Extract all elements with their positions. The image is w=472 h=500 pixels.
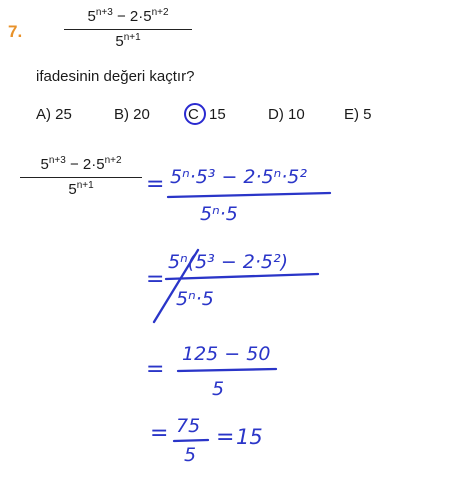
option-value: 10 — [288, 106, 305, 123]
hw-fraction-bar-2 — [166, 274, 318, 279]
numerator-exponent-1: n+3 — [95, 7, 113, 18]
hw-step1-denominator: 5ⁿ·5 — [200, 203, 238, 225]
option-letter-circled: C — [188, 106, 203, 123]
hw-fraction-bar-4 — [174, 440, 208, 441]
hw-equals-1: = — [146, 172, 165, 197]
hw-step4-denominator: 5 — [184, 444, 197, 466]
hw-step2-numerator: 5ⁿ(5³ − 2·5²) — [168, 251, 289, 273]
hw-equals-4: = — [150, 421, 169, 446]
hw-fraction-bar-3 — [178, 369, 276, 371]
option-value: 15 — [209, 106, 226, 123]
option-letter: E) — [344, 106, 359, 123]
hw-step4-numerator: 75 — [176, 415, 201, 437]
question-prompt: ifadesinin değeri kaçtır? — [36, 68, 195, 85]
numerator-middle: − 2·5 — [112, 8, 152, 25]
solution-denominator: $5^{n+1}$ — [68, 180, 94, 198]
solution-numerator: $5^{n+3} - 2\cdot 5^{n+2}$ — [40, 155, 122, 173]
option-letter: D) — [268, 106, 284, 123]
option-value: 20 — [133, 106, 150, 123]
option-value: 25 — [55, 106, 72, 123]
hw-step3-numerator: 125 − 50 — [182, 343, 271, 365]
denominator-exponent: n+1 — [123, 32, 141, 43]
denominator-base: 5 — [115, 33, 124, 50]
hw-step3-denominator: 5 — [212, 378, 225, 400]
hw-result: 15 — [236, 425, 263, 449]
hw-equals-5: = — [216, 425, 235, 450]
question-number: 7. — [8, 22, 23, 41]
hw-equals-3: = — [146, 357, 165, 382]
option-value: 5 — [363, 106, 372, 123]
option-letter: B) — [114, 106, 129, 123]
hw-step2-denominator: 5ⁿ·5 — [176, 288, 214, 310]
hw-equals-2: = — [146, 267, 165, 292]
option-letter: A) — [36, 106, 51, 123]
hw-step1-numerator: 5ⁿ·5³ − 2·5ⁿ·5² — [170, 166, 307, 188]
numerator-base: 5 — [87, 8, 96, 25]
hw-fraction-bar-1 — [168, 193, 330, 197]
numerator-exponent-2: n+2 — [151, 7, 169, 18]
